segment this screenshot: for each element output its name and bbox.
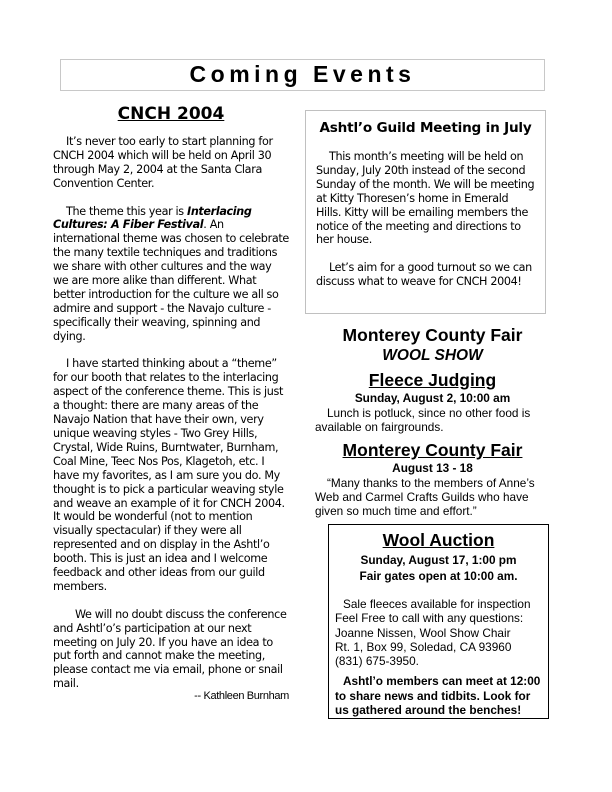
fair-title: Monterey County Fair xyxy=(342,325,523,345)
guild-meeting-paragraph-2: Let’s aim for a good turnout so we can discuss what to weave for CNCH 2004! xyxy=(316,261,532,289)
auction-line-inspection: Sale fleeces available for inspection xyxy=(343,597,531,611)
fleece-judging-heading: Fleece Judging xyxy=(368,370,497,390)
guild-meeting-box xyxy=(305,110,546,314)
wool-auction-date: Sunday, August 17, 1:00 pm xyxy=(360,553,517,567)
fleece-judging-body: Lunch is potluck, since no other food is available on fairgrounds. xyxy=(315,406,531,435)
contact-address: Rt. 1, Box 99, Soledad, CA 93960 xyxy=(335,639,512,654)
members-meetup-note: Ashtl’o members can meet at 12:00 to share news and tidbits. Look for us gathered around the benches! xyxy=(335,674,541,718)
cnch-heading: CNCH 2004 xyxy=(117,104,225,124)
banner-title: Coming Events xyxy=(189,60,416,87)
wool-auction-box xyxy=(328,524,549,719)
theme-description: . An international theme was chosen to celebrate the many textile techniques and traditions we share with other cultures and the way we are more alike than different. What better introduction for the culture we all so admire and support - the Navajo culture - specifically their weaving, spinning and dying. xyxy=(53,218,289,343)
cnch-paragraph-1: It’s never too early to start planning for CNCH 2004 which will be held on April 30 through May 2, 2004 at the Santa Clara Convention Center. xyxy=(53,135,273,190)
wool-show-subtitle: WOOL SHOW xyxy=(382,347,483,364)
theme-name: Interlacing Cultures: A Fiber Festival xyxy=(53,204,252,232)
auction-line-questions: Feel Free to call with any questions: xyxy=(335,611,524,626)
fair-thanks: “Many thanks to the members of Anne’s Web and Carmel Crafts Guilds who have given so much time and effort.” xyxy=(315,475,535,519)
fair-section xyxy=(315,325,550,518)
cnch-paragraph-3: I have started thinking about a “theme” for our booth that relates to the interlacing aspect of the conference theme. This is just a thought: there are many areas of the Navajo Nation that have their own, very unique weaving styles - Two Grey Hills, Crystal, Wide Ruins, Burntwater, Burnham, Coal Mine, Teec Nos Pos, Klagetoh, etc. I have my favorites, as I am sure you do. My thought is to pick a particular weaving style and weave an example of it for CNCH 2004. It would be wonderful (not to mention visually spectacular) if they were all represented and on display in the Ashtl’o booth. This is just an idea and I welcome feedback and other ideas from our guild members. xyxy=(53,357,285,593)
guild-meeting-heading: Ashtl’o Guild Meeting in July xyxy=(319,120,532,136)
cnch-article xyxy=(53,103,289,704)
fleece-judging-date: Sunday, August 2, 10:00 am xyxy=(354,391,511,405)
cnch-paragraph-4: We will no doubt discuss the conference and Ashtl’o’s participation at our next meeting on July 20. If you have an idea to put forth and cannot make the meeting, please contact me via email, phone or snail mail. xyxy=(53,607,287,691)
wool-auction-heading: Wool Auction xyxy=(382,530,495,550)
fair-dates: August 13 - 18 xyxy=(392,460,473,475)
fair-gates-time: Fair gates open at 10:00 am. xyxy=(359,569,518,583)
fair-dates-heading: Monterey County Fair xyxy=(342,439,523,460)
author-signature: -- Kathleen Burnham xyxy=(194,690,289,703)
cnch-paragraph-2 xyxy=(53,205,289,344)
contact-name: Joanne Nissen, Wool Show Chair xyxy=(335,625,511,640)
contact-phone: (831) 675-3950. xyxy=(335,654,419,669)
guild-meeting-paragraph-1: This month’s meeting will be held on Sunday, July 20th instead of the second Sunday of the month. We will be meeting at Kitty Thoresen’s home in Emerald Hills. Kitty will be emailing members the notice of the meeting and directions to her house. xyxy=(316,150,535,247)
coming-events-banner xyxy=(60,59,545,91)
theme-intro: The theme this year is xyxy=(66,204,187,218)
